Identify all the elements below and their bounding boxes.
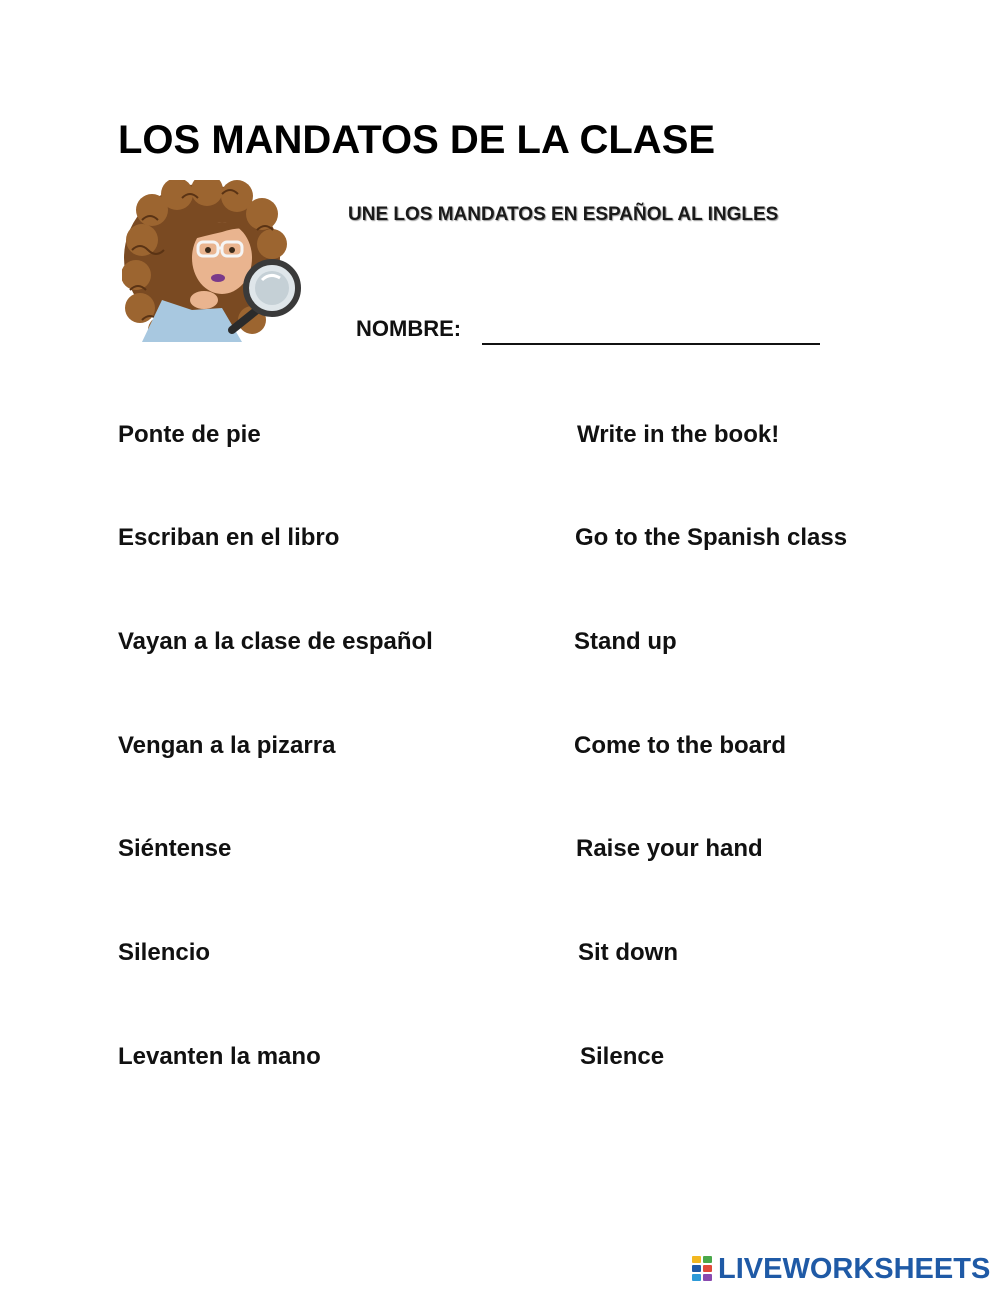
spanish-command-3[interactable]: Vayan a la clase de español (118, 628, 433, 655)
worksheet-title: LOS MANDATOS DE LA CLASE (118, 118, 716, 162)
english-command-7[interactable]: Silence (580, 1043, 665, 1070)
english-command-3[interactable]: Stand up (574, 628, 677, 655)
english-command-1[interactable]: Write in the book! (577, 421, 780, 448)
spanish-command-6[interactable]: Silencio (118, 939, 211, 966)
instructions-text: UNE LOS MANDATOS EN ESPAÑOL AL INGLES (348, 204, 779, 225)
liveworksheets-logo (692, 1254, 990, 1284)
brand-name: LIVEWORKSHEETS (718, 1252, 991, 1285)
liveworksheets-mark-icon (692, 1256, 714, 1282)
spanish-command-7[interactable]: Levanten la mano (118, 1043, 321, 1070)
english-command-4[interactable]: Come to the board (574, 732, 787, 759)
spanish-command-2[interactable]: Escriban en el libro (118, 524, 340, 551)
english-command-6[interactable]: Sit down (578, 939, 678, 966)
spanish-command-5[interactable]: Siéntense (118, 835, 232, 862)
english-command-5[interactable]: Raise your hand (576, 835, 763, 862)
spanish-command-4[interactable]: Vengan a la pizarra (118, 732, 336, 759)
spanish-command-1[interactable]: Ponte de pie (118, 421, 261, 448)
english-command-2[interactable]: Go to the Spanish class (575, 524, 848, 551)
teacher-avatar-icon (122, 180, 312, 342)
name-label: NOMBRE: (356, 316, 462, 341)
name-input-line[interactable] (482, 343, 820, 345)
